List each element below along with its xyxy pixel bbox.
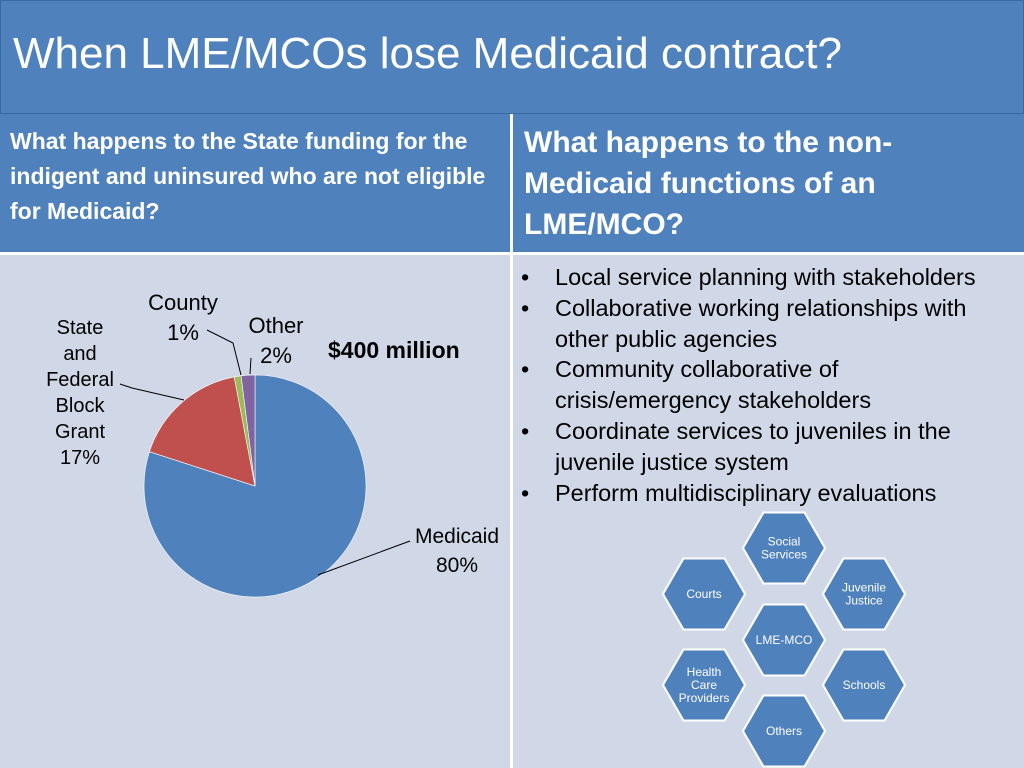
hexagon-cluster bbox=[663, 513, 905, 767]
slice-label-state: State and Federal Block Grant 17% bbox=[46, 317, 114, 469]
bullet: • bbox=[521, 479, 530, 506]
list-item: • Coordinate services to juveniles in the juvenile justice system bbox=[521, 417, 951, 475]
svg-text:Justice: Justice bbox=[845, 593, 883, 608]
list-item: • Collaborative working relationships with other public agencies bbox=[521, 294, 967, 352]
left-question: What happens to the State funding for the indigent and uninsured who are not eligible for Medicaid? bbox=[10, 128, 486, 224]
hexagon-courts bbox=[663, 559, 745, 630]
svg-text:Services: Services bbox=[760, 547, 808, 562]
svg-text:Juvenile: Juvenile bbox=[841, 580, 887, 595]
svg-text:Others: Others bbox=[765, 724, 803, 738]
slice-label-county: County 1% bbox=[148, 290, 218, 345]
total-funding-label: $400 million bbox=[328, 337, 460, 363]
bullet: • bbox=[521, 356, 530, 383]
svg-text:Schools: Schools bbox=[842, 678, 886, 692]
hexagon-others bbox=[743, 696, 825, 767]
hexagon-lme-mco bbox=[743, 605, 825, 676]
list-item: • Perform multidisciplinary evaluations bbox=[521, 478, 1021, 509]
svg-text:Health: Health bbox=[686, 665, 722, 679]
svg-text:Care: Care bbox=[690, 678, 718, 692]
list-item: • Community collaborative of crisis/emergency stakeholders bbox=[521, 356, 872, 414]
slice-label-medicaid: Medicaid 80% bbox=[414, 525, 500, 577]
bullet: • bbox=[521, 417, 530, 444]
hexagon-schools bbox=[823, 650, 905, 721]
right-question: What happens to the non-Medicaid functions of an LME/MCO? bbox=[524, 126, 893, 241]
hexagon-social-services bbox=[743, 513, 825, 584]
svg-text:LME-MCO: LME-MCO bbox=[755, 633, 813, 647]
svg-text:Courts: Courts bbox=[686, 587, 722, 601]
svg-text:Social: Social bbox=[767, 534, 801, 549]
slice-label-other: Other 2% bbox=[248, 313, 304, 368]
svg-text:Providers: Providers bbox=[678, 691, 730, 705]
hexagon-juvenile-justice bbox=[823, 559, 905, 630]
hexagon-health-care-providers bbox=[663, 650, 745, 721]
bullet: • bbox=[521, 294, 530, 321]
slide-title: When LME/MCOs lose Medicaid contract? bbox=[13, 29, 842, 78]
list-item: • Local service planning with stakeholders bbox=[521, 262, 1021, 293]
bullet: • bbox=[521, 264, 530, 290]
